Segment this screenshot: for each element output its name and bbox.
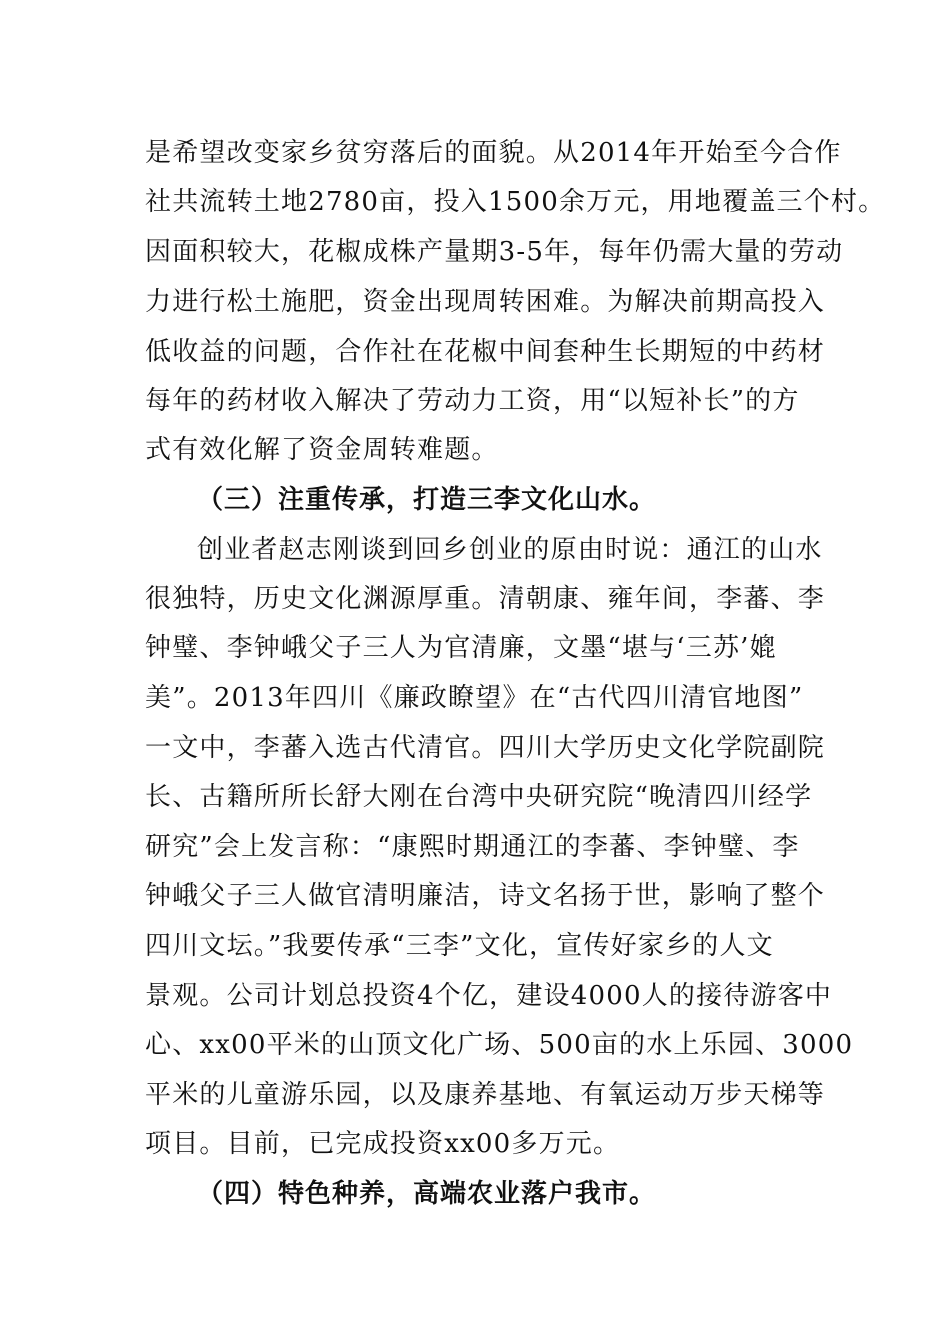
paragraph-1-line-7: 式有效化解了资金周转难题。: [145, 435, 499, 465]
paragraph-2-line-12: 平米的儿童游乐园，以及康养基地、有氧运动万步天梯等: [145, 1080, 826, 1110]
paragraph-1-line-4: 力进行松土施肥，资金出现周转困难。为解决前期高投入: [145, 287, 826, 317]
paragraph-2-line-4: 美”。2013年四川《廉政瞭望》在“古代四川清官地图”: [145, 683, 804, 713]
paragraph-2-line-6: 长、古籍所所长舒大刚在台湾中央研究院“晚清四川经学: [145, 782, 813, 812]
paragraph-1-line-2: 社共流转土地2780亩，投入1500余万元，用地覆盖三个村。: [145, 187, 886, 217]
paragraph-2-line-9: 四川文坛。”我要传承“三李”文化，宣传好家乡的人文: [145, 931, 774, 961]
paragraph-2-line-2: 很独特，历史文化渊源厚重。清朝康、雍年间，李蕃、李: [145, 584, 826, 614]
paragraph-1-line-1: 是希望改变家乡贫穷落后的面貌。从2014年开始至今合作: [145, 138, 842, 168]
paragraph-2-line-5: 一文中，李蕃入选古代清官。四川大学历史文化学院副院: [145, 733, 826, 763]
paragraph-1-line-6: 每年的药材收入解决了劳动力工资，用“以短补长”的方: [145, 386, 800, 416]
paragraph-2-line-3: 钟璧、李钟峨父子三人为官清廉，文墨“堪与‘三苏’媲: [145, 633, 777, 663]
paragraph-2-line-1: 创业者赵志刚谈到回乡创业的原由时说：通江的山水: [197, 535, 823, 565]
paragraph-1-line-5: 低收益的问题，合作社在花椒中间套种生长期短的中药材: [145, 337, 826, 367]
paragraph-2-line-10: 景观。公司计划总投资4个亿，建设4000人的接待游客中: [145, 981, 833, 1011]
paragraph-2-line-11: 心、xx00平米的山顶文化广场、500亩的水上乐园、3000: [145, 1030, 854, 1060]
section-heading-3: （三）注重传承，打造三李文化山水。: [197, 485, 657, 515]
section-heading-4: （四）特色种养，高端农业落户我市。: [197, 1179, 657, 1209]
paragraph-2-line-7: 研究”会上发言称：“康熙时期通江的李蕃、李钟璧、李: [145, 832, 800, 862]
paragraph-1-line-3: 因面积较大，花椒成株产量期3-5年，每年仍需大量的劳动: [145, 237, 844, 267]
paragraph-2-line-8: 钟峨父子三人做官清明廉洁，诗文名扬于世，影响了整个: [145, 881, 826, 911]
paragraph-2-line-13: 项目。目前，已完成投资xx00多万元。: [145, 1129, 621, 1159]
